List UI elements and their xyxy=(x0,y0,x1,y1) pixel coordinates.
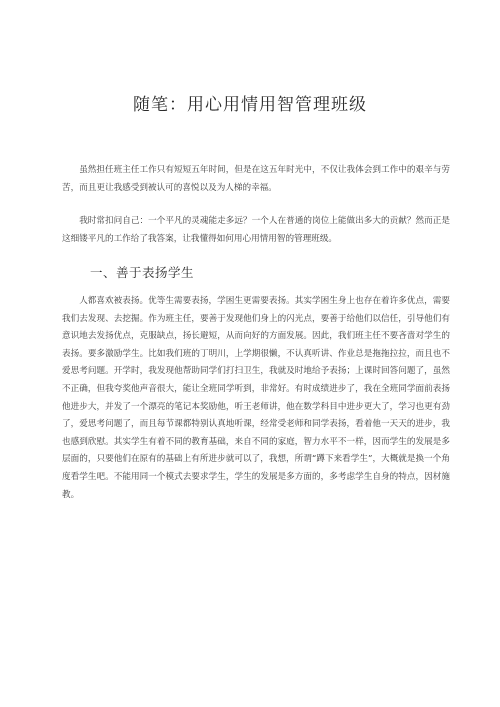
section-heading: 一、善于表扬学生 xyxy=(90,265,195,280)
section-body-paragraph: 人都喜欢被表扬。优等生需要表扬，学困生更需要表扬。其实学困生身上也存在着许多优点，需要我们去发现、去挖掘。作为班主任，要善于发现他们身上的闪光点，要善于给他们以信任，引导他们有意识地去发扬优点，克服缺点，扬长避短，从而向好的方面发展。因此，我们班主任不要吝啬对学生的表扬。要多激励学生。比如我们班的丁明川，上学期很懒，不认真听讲、作业总是拖拖拉拉，而且也不爱思考问题。开学时，我发现他帮助同学们打扫卫生，我就及时地给予表扬；上课时回答问题了，虽然不正确，但我夸奖他声音很大，能让全班同学听到，非常好。有时成绩进步了，我在全班同学面前表扬他进步大，并发了一个漂亮的笔记本奖励他，听王老师讲，他在数学科目中进步更大了，学习也更有劲了，爱思考问题了，而且每节课都特别认真地听课，经常受老师和同学表扬，看着他一天天的进步，我也感到欣慰。其实学生有着不同的教育基础，来自不同的家庭，智力水平不一样，因而学生的发展是多层面的，只要他们在原有的基础上有所进步就可以了，我想，所谓“蹲下来看学生”，大概就是换一个角度看学生吧。不能用同一个模式去要求学生，学生的发展是多方面的，多考虑学生自身的特点，因材施教。 xyxy=(62,296,450,500)
document-title: 随笔：用心用情用智管理班级 xyxy=(133,95,367,115)
intro-paragraph-1: 虽然担任班主任工作只有短短五年时间，但是在这五年时光中，不仅让我体会到工作中的艰辛与劳苦，而且更让我感受到被认可的喜悦以及为人梯的幸福。 xyxy=(62,165,450,193)
intro-paragraph-2: 我时常扣问自己：一个平凡的灵魂能走多远？一个人在普通的岗位上能做出多大的贡献？然而正是这细镂平凡的工作给了我答案，让我懂得如何用心用情用智的管理班级。 xyxy=(62,216,450,244)
